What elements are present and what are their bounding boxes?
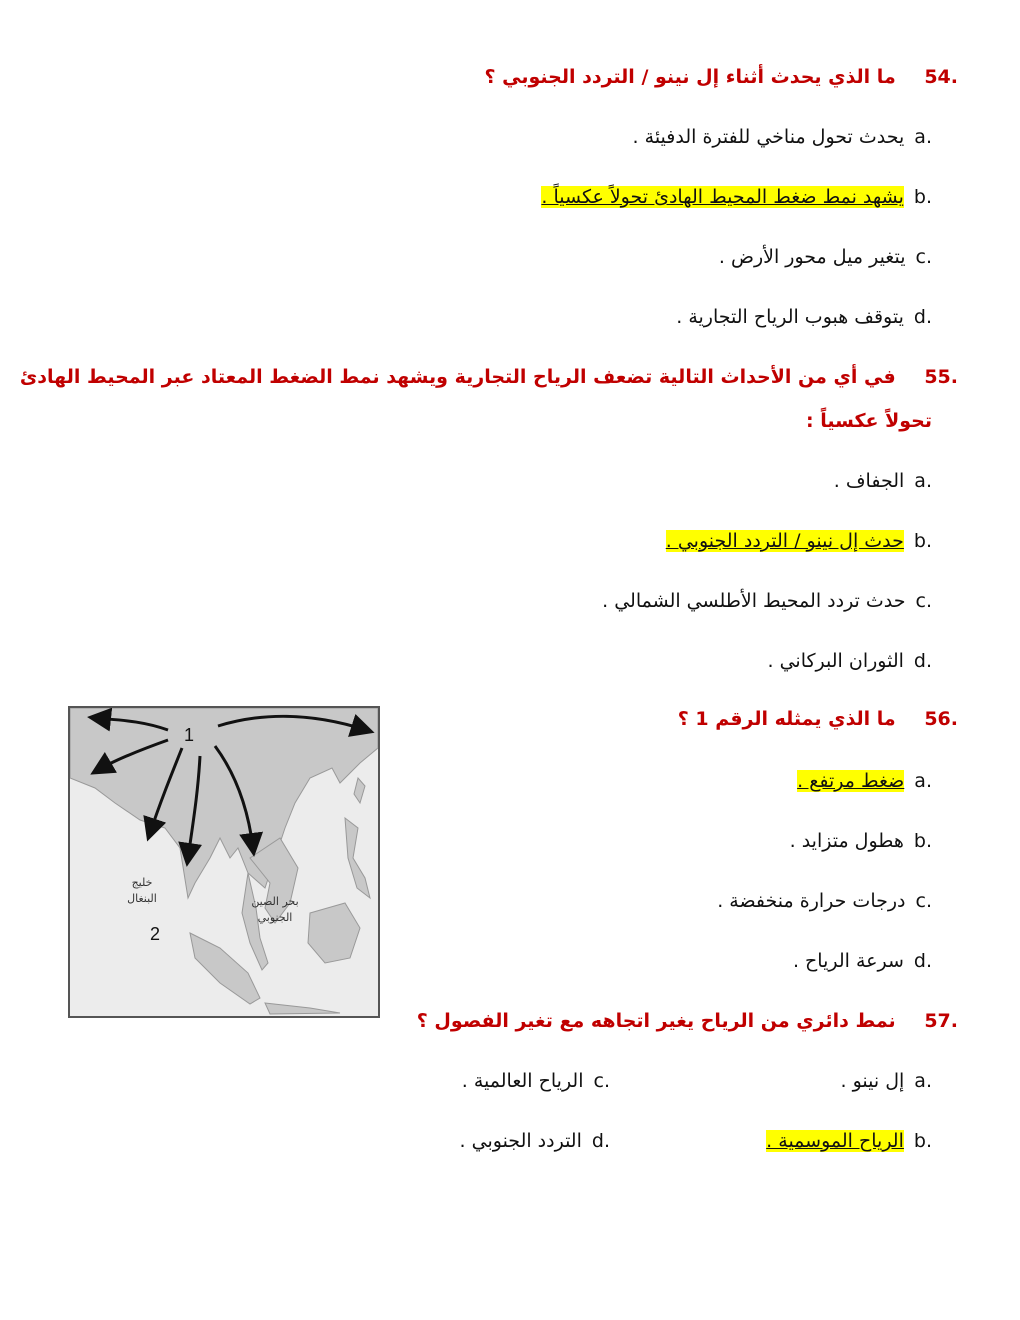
question-number: .54 (924, 66, 958, 88)
highlighted-answer: ضغط مرتفع . (797, 770, 905, 792)
question-57 (417, 1010, 958, 1032)
bay-of-bengal-label-1: خليج (131, 876, 153, 889)
question-number: .56 (924, 708, 958, 730)
question-text: في أي من الأحداث التالية تضعف الرياح التجارية ويشهد نمط الضغط المعتاد عبر المحيط الهادئ (19, 366, 896, 388)
question-text: ما الذي يمثله الرقم 1 ؟ (677, 708, 896, 730)
question-54 (484, 66, 958, 88)
borneo-island (308, 903, 360, 963)
highlighted-answer: يشهد نمط ضغط المحيط الهادئ تحولاً عكسياً . (541, 186, 904, 208)
option-54-d[interactable]: .dيتوقف هبوب الرياح التجارية . (676, 306, 932, 328)
option-54-a[interactable]: .aيحدث تحول مناخي للفترة الدفيئة . (632, 126, 932, 148)
question-55 (20, 366, 958, 388)
option-55-d[interactable]: .dالثوران البركاني . (767, 650, 932, 672)
asia-landmass (70, 708, 378, 898)
option-54-b[interactable]: .bيشهد نمط ضغط المحيط الهادئ تحولاً عكسياً . (541, 186, 932, 208)
sumatra-island (190, 933, 260, 1004)
map-label-2: 2 (150, 924, 161, 944)
option-54-c[interactable]: .cيتغير ميل محور الأرض . (718, 246, 932, 268)
option-57-c[interactable]: .cالرياح العالمية . (461, 1070, 610, 1092)
south-china-sea-label-2: الجنوبي (257, 911, 293, 924)
map-graphic (70, 708, 378, 1016)
highlighted-answer: حدث إل نينو / التردد الجنوبي . (665, 530, 904, 552)
option-55-c[interactable]: .cحدث تردد المحيط الأطلسي الشمالي . (602, 590, 932, 612)
question-number: .55 (924, 366, 958, 388)
monsoon-map (68, 706, 380, 1018)
option-55-b[interactable]: .bحدث إل نينو / التردد الجنوبي . (665, 530, 932, 552)
question-text: ما الذي يحدث أثناء إل نينو / التردد الجنوبي ؟ (484, 66, 896, 88)
question-55-line2: تحولاً عكسياً : (806, 410, 932, 432)
java-island (265, 1003, 340, 1014)
question-56 (678, 708, 958, 730)
option-57-a[interactable]: .aإل نينو . (840, 1070, 932, 1092)
option-56-a[interactable]: .aضغط مرتفع . (797, 770, 932, 792)
option-56-c[interactable]: .cدرجات حرارة منخفضة . (717, 890, 932, 912)
taiwan-island (354, 778, 365, 803)
philippines-islands (345, 818, 370, 898)
option-56-d[interactable]: .dسرعة الرياح . (792, 950, 932, 972)
option-57-b[interactable]: .bالرياح الموسمية . (766, 1130, 932, 1152)
map-label-1: 1 (184, 725, 195, 745)
question-text: نمط دائري من الرياح يغير اتجاهه مع تغير الفصول ؟ (416, 1010, 896, 1032)
option-57-d[interactable]: .dالتردد الجنوبي . (459, 1130, 610, 1152)
bay-of-bengal-label-2: البنغال (127, 892, 157, 905)
option-55-a[interactable]: .aالجفاف . (833, 470, 932, 492)
question-number: .57 (924, 1010, 958, 1032)
option-56-b[interactable]: .bهطول متزايد . (789, 830, 932, 852)
highlighted-answer: الرياح الموسمية . (766, 1130, 904, 1152)
south-china-sea-label-1: بحر الصين (251, 895, 299, 908)
